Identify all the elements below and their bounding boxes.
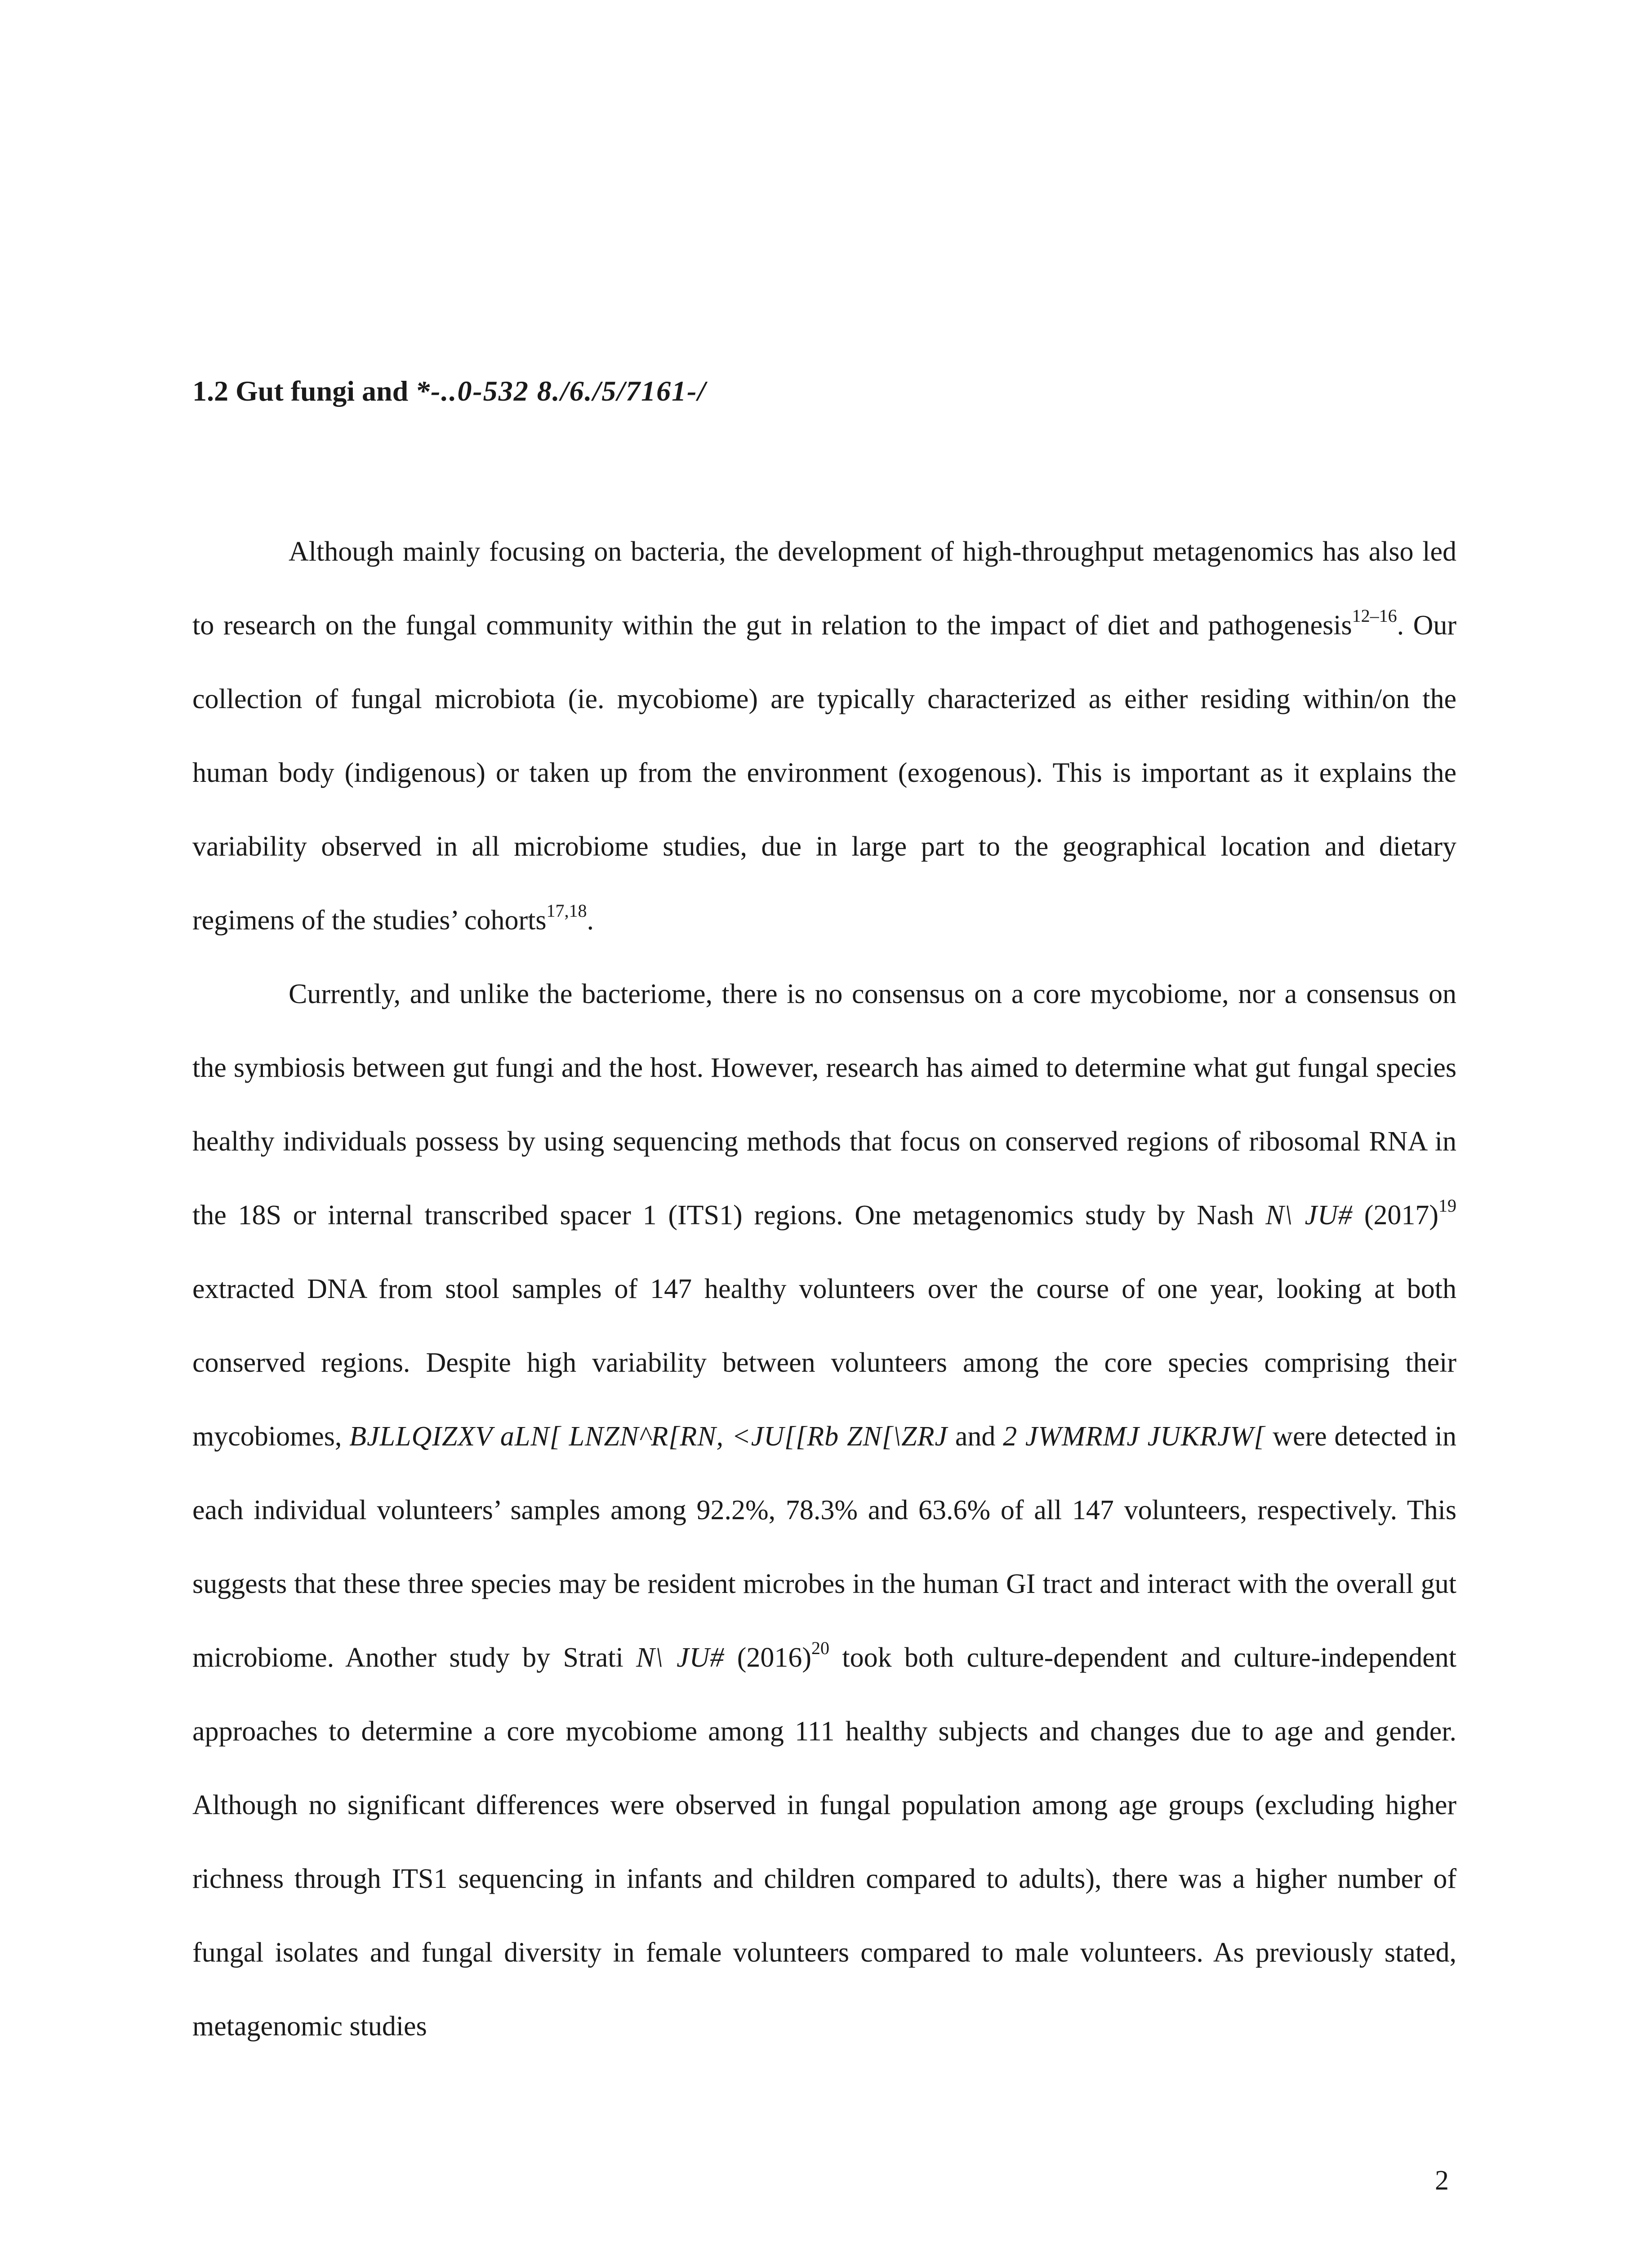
- citation-superscript: 17,18: [546, 901, 587, 921]
- page-number: 2: [1435, 2165, 1449, 2196]
- citation-superscript: 20: [811, 1638, 830, 1659]
- paragraph-2-text-4: and: [948, 1421, 1003, 1452]
- garbled-species-name: 2 JWMRMJ JUKRJW[: [1003, 1421, 1265, 1452]
- section-heading: [192, 369, 1451, 414]
- citation-superscript: 12–16: [1352, 606, 1397, 626]
- garbled-species-names: BJLLQIZXV aLN[ LNZN^R[RN, <JU[[Rb ZN[\ZRJ: [349, 1421, 948, 1452]
- garbled-et-al-1: N\ JU#: [1265, 1200, 1353, 1231]
- paragraph-2-text-7: took both culture-dependent and culture-independent approaches to determine a core mycobiome among 111 healthy subjects and changes due to age and gender. Although no significant differences were observed in fungal population among age groups (excluding higher richness through ITS1 sequencing in infants and children compared to adults), there was a higher number of fungal isolates and fungal diversity in female volunteers compared to male volunteers. As previously stated, metagenomic studies: [192, 1642, 1456, 2042]
- paragraph-2-text-2: (2017): [1352, 1200, 1439, 1231]
- paragraph-1-text-3: .: [587, 905, 594, 936]
- paragraph-1: [192, 515, 1456, 957]
- paragraph-2: [192, 957, 1456, 2063]
- paragraph-2-text-6: (2016): [724, 1642, 812, 1673]
- section-heading-text: 1.2 Gut fungi and: [192, 375, 416, 407]
- garbled-et-al-2: N\ JU#: [636, 1642, 725, 1673]
- citation-superscript: 19: [1438, 1195, 1457, 1216]
- paragraph-2-text-1: Currently, and unlike the bacteriome, there is no consensus on a core mycobiome, nor a consensus on the symbiosis between gut fungi and the host. However, research has aimed to determine what gut fungal species healthy individuals possess by using sequencing methods that focus on conserved regions of ribosomal RNA in the 18S or internal transcribed spacer 1 (ITS1) regions. One metagenomics study by Nash: [192, 979, 1456, 1231]
- body-text: [192, 515, 1456, 2063]
- paragraph-1-text-2: . Our collection of fungal microbiota (ie. mycobiome) are typically characterized as either residing within/on the human body (indigenous) or taken up from the environment (exogenous). This is important as it explains the variability observed in all microbiome studies, due in large part to the geographical location and dietary regimens of the studies’ cohorts: [192, 610, 1456, 936]
- paragraph-2-text-5: were detected in each individual volunteers’ samples among 92.2%, 78.3% and 63.6% of all 147 volunteers, respectively. This suggests that these three species may be resident microbes in the human GI tract and interact with the overall gut microbiome. Another study by Strati: [192, 1421, 1456, 1673]
- paragraph-2-text-3: extracted DNA from stool samples of 147 healthy volunteers over the course of one year, looking at both conserved regions. Despite high variability between volunteers among the core species comprising their mycobiomes,: [192, 1274, 1456, 1452]
- paragraph-1-text-1: Although mainly focusing on bacteria, the development of high-throughput metagenomics has also led to research on the fungal community within the gut in relation to the impact of diet and pathogenesis: [192, 536, 1456, 641]
- section-heading-garbled-text: *-..0-532 8./6./5/7161-/: [415, 375, 707, 407]
